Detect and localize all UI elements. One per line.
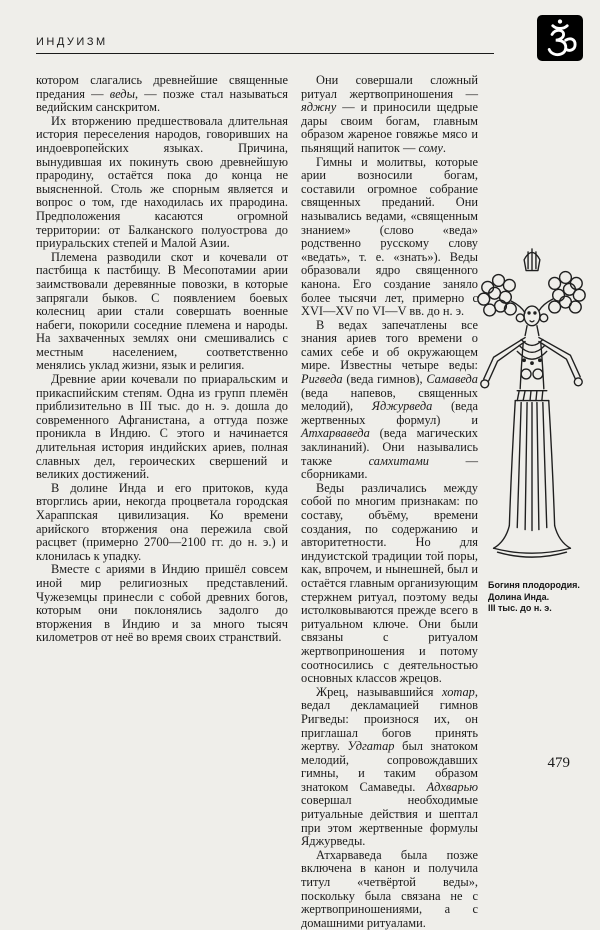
page-header: ИНДУИЗМ [36,36,108,48]
paragraph: Веды различались между собой по многим признакам: по составу, объёму, времени создания, по содержанию и авторитетности. Но для индуистской традиции той поры, как, впрочем, и нынешней, был и остаётся главным организующим стержнем ритуал, поэтому веды истолковываются прежде всего в ритуальном ключе. Они были связаны с ритуалом жертвоприношения и потому соотносились с деятельностью основных классов жрецов. [301,480,478,686]
fertility-goddess-illustration [468,240,596,570]
paragraph: В долине Инда и его притоков, куда вторглись арии, некогда процветала городская Хараппская цивилизация. Ко времени арийского вторжения она пережила свой расцвет (примерно 2700—2100 гг. до н. э.) и клонилась к упадку. [36,480,288,563]
paragraph: Вместе с ариями в Индию пришёл совсем иной мир религиозных представлений. Чужеземцы принесли с собой древних богов, которым они поклонялись задолго до вторжения в Индию и за много тысяч километров от неё во время своих странствий. [36,562,288,645]
paragraph: Атхарваведа была позже включена в канон и получила титул «четвёртой веды», поскольку была связана не с жертвоприношениями, а с домашними ритуалами. [301,847,478,930]
paragraph: Древние арии кочевали по приаральским и прикаспийским степям. Одна из групп племён приблизительно в III тыс. до н. э. дошла до современного Афганистана, а оттуда позже проникла в Индию. С этого и начинается длительная история индийских ариев, полная славных дел, героических свершений и великих достижений. [36,372,288,482]
caption-line: III тыс. до н. э. [488,603,552,613]
paragraph: котором слагались древнейшие священные предания — веды, — позже стал называться ведийским санскритом. [36,73,288,115]
paragraph: Их вторжению предшествовала длительная история переселения народов, говоривших на индоевропейских языках. Причина, вынудившая их покинуть свою древнейшую прародину, остаётся пока до конца не выясненной. Столь же спорным является и вопрос о том, где находилась их прародина. Предположения касаются огромной территории: от Балканского полуострова до приуральских степей и Малой Азии. [36,113,288,251]
paragraph: Гимны и молитвы, которые арии возносили богам, составили огромное собрание священных преданий. Они назывались ведами, «священным знанием» (слово «веда» родственно русскому слову «ведать», т. е. «знать»). Веды образовали ядро священного канона. Его создание заняло более тысячи лет, примерно с XVI—XV по VI—V вв. до н. э. [301,154,478,319]
right-column [301,74,478,930]
caption-line: Богиня плодородия. [488,580,580,590]
page-number: 479 [547,755,570,771]
caption-line: Долина Инда. [488,591,550,602]
left-column [36,74,288,645]
om-icon [537,15,583,61]
paragraph: В ведах запечатлены все знания ариев того времени о самих себе и об окружающем мире. Известны четыре веды: Ригведа (веда гимнов), Самаведа (веда напевов, священных мелодий), Яджурведа (веда жертвенных формул) и Атхарваведа (веда магических заклинаний). Они назывались также самхитами — сборниками. [301,317,478,482]
paragraph: Жрец, называвшийся хотар, ведал декламацией гимнов Ригведы: произнося их, он приглашал богов принять жертву. Удгатар был знатоком мелодий, сопровождавших гимны, и таким образом знатоком Самаведы. Адхварью совершал необходимые ритуальные действия и шептал при этом жертвенные формулы Яджурведы. [301,684,478,849]
figure-caption [488,580,596,615]
paragraph: Племена разводили скот и кочевали от пастбища к пастбищу. В Месопотамии арии заимствовали деревянные повозки, в которые запрягали быков. С появлением боевых колесниц арии стали совершать военные набеги, покорили соседние племена и народы. На захваченных землях они смешивались с местным населением, соответственно менялись уклад жизни, язык и религия. [36,249,288,373]
header-rule [36,53,494,54]
paragraph: Они совершали сложный ритуал жертвоприношения — яджну — и приносили щедрые дары своим богам, главным образом жареное говяжье мясо и пьянящий напиток — сому. [301,73,478,155]
